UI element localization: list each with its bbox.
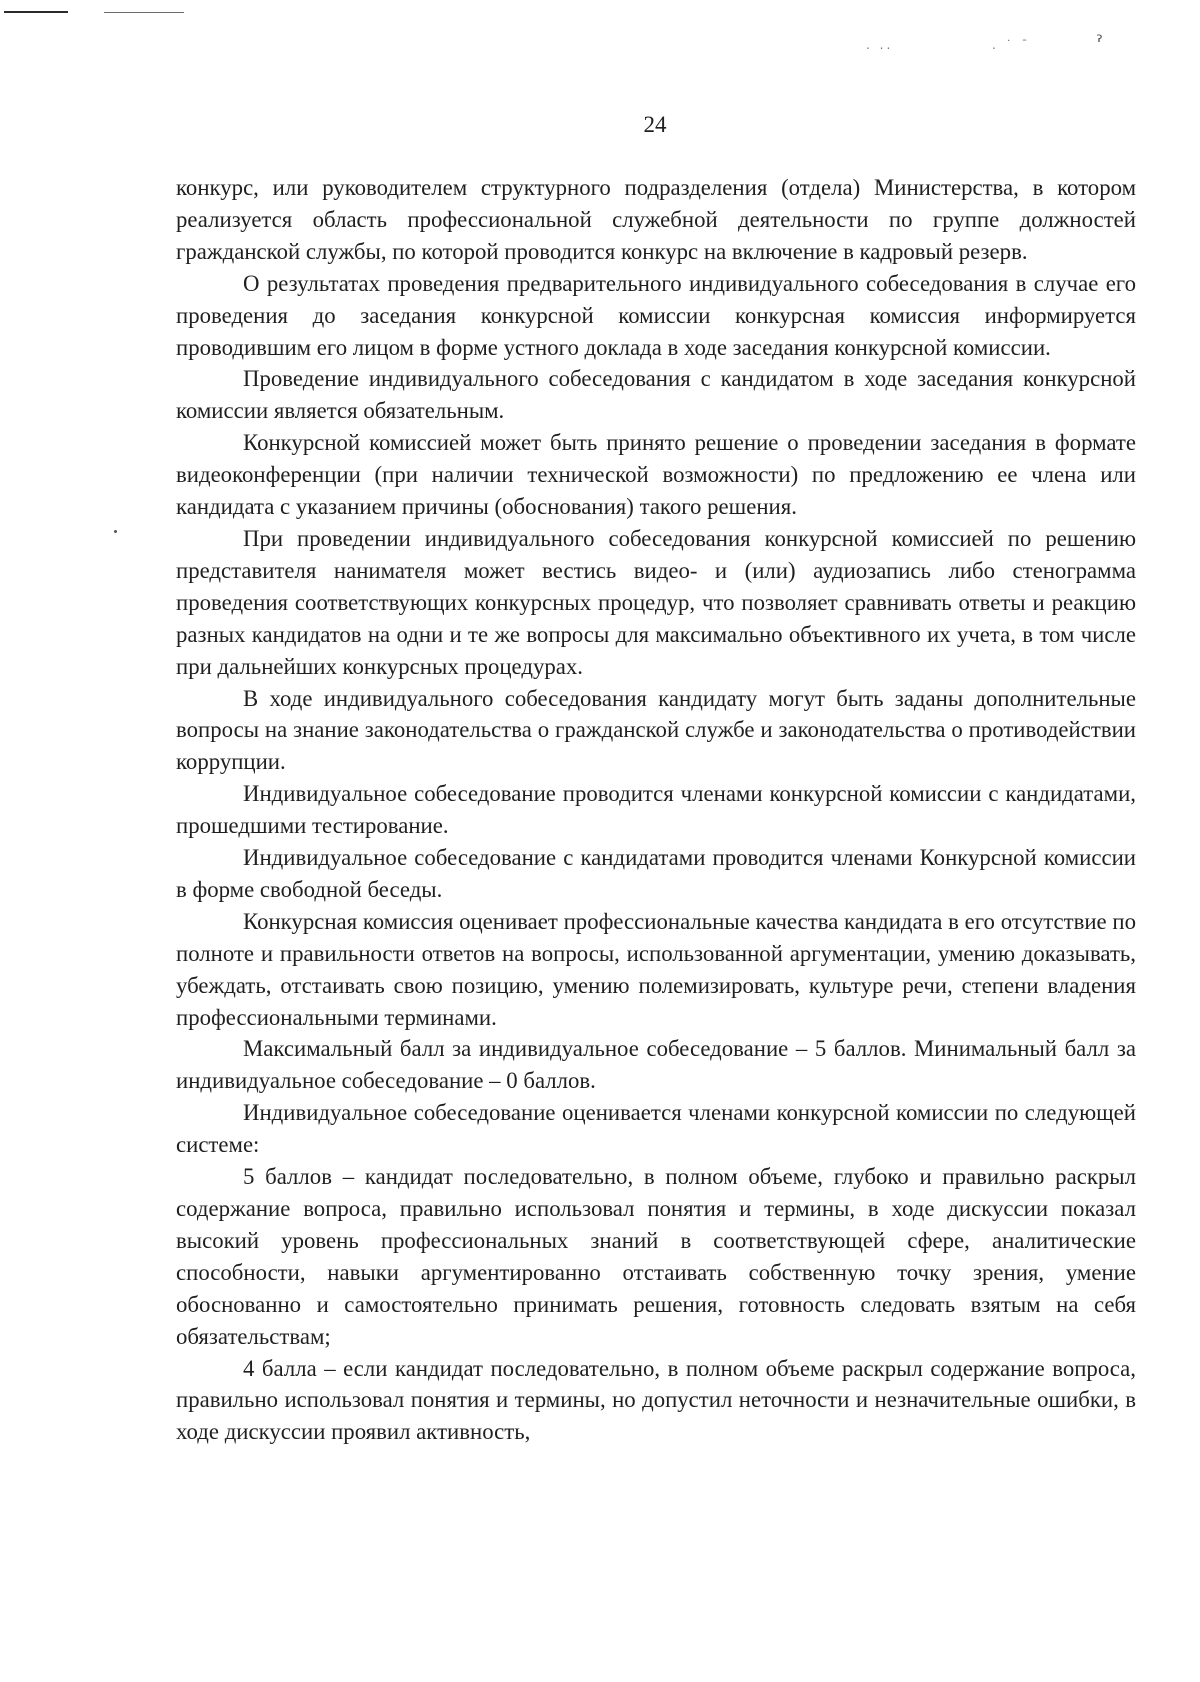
scan-artifact-line (4, 11, 68, 13)
page-number: 24 (643, 112, 667, 137)
paragraph-1: конкурс, или руководителем структурного подразделения (отдела) Министерства, в котором реализуется область профессиональной служебной деятельности по группе должностей гражданской службы, по которой проводится конкурс на включение в кадровый резерв. (176, 175, 1136, 264)
paragraph-8: Индивидуальное собеседование с кандидатами проводится членами Конкурсной комиссии в форме свободной беседы. (176, 845, 1136, 902)
paragraph-11: Индивидуальное собеседование оценивается членами конкурсной комиссии по следующей системе: (176, 1100, 1136, 1158)
document-body (176, 172, 1136, 1448)
paragraph-5: При проведении индивидуального собеседования конкурсной комиссией по решению представителя нанимателя может вестись видео- и (или) аудиозапись либо стенограмма проведения соответствующих конкурсных процедур, что позволяет сравнивать ответы и реакцию разных кандидатов на одни и те же вопросы для максимально объективного их учета, в том числе при дальнейших конкурсных процедурах. (176, 525, 1136, 679)
paragraph-6: В ходе индивидуального собеседования кандидату могут быть заданы дополнительные вопросы на знание законодательства о гражданской службе и законодательства о противодействии коррупции. (176, 685, 1136, 775)
paragraph-7: Индивидуальное собеседование проводится членами конкурсной комиссии с кандидатами, прошедшими тестирование. (176, 781, 1136, 839)
paragraph-2: О результатах проведения предварительного индивидуального собеседования в случае его проведения до заседания конкурсной комиссии конкурсная комиссия информируется проводившим его лицом в форме устного доклада в ходе заседания конкурсной комиссии. (176, 270, 1136, 360)
scan-artifact-line (104, 12, 184, 13)
scan-artifact-dot (114, 530, 117, 533)
scan-artifact-marks: ˀ (1096, 32, 1106, 53)
paragraph-12: 5 баллов – кандидат последовательно, в полном объеме, глубоко и правильно раскрыл содержание вопроса, правильно использовал понятия и термины, в ходе дискуссии показал высокий уровень профессиональных знаний в соответствующей сфере, аналитические способности, навыки аргументированно отстаивать собственную точку зрения, умение обоснованно и самостоятельно принимать решения, готовность следовать взятым на себя обязательствам; (176, 1164, 1136, 1349)
paragraph-3: Проведение индивидуального собеседования с кандидатом в ходе заседания конкурсной комиссии является обязательным. (176, 366, 1136, 424)
paragraph-9: Конкурсная комиссия оценивает профессиональные качества кандидата в его отсутствие по полноте и правильности ответов на вопросы, использованной аргументации, умению доказывать, убеждать, отстаивать свою позицию, умению полемизировать, культуре речи, степени владения профессиональными терминами. (176, 908, 1136, 1030)
paragraph-10: Максимальный балл за индивидуальное собеседование – 5 баллов. Минимальный балл за индивидуальное собеседование – 0 баллов. (176, 1036, 1136, 1094)
scan-artifact-marks: . ˙ ˉ (992, 38, 1031, 52)
paragraph-13: 4 балла – если кандидат последовательно, в полном объеме раскрыл содержание вопроса, правильно использовал понятия и термины, но допустил неточности и незначительные ошибки, в ходе дискуссии проявил активность, (176, 1355, 1136, 1445)
paragraph-4: Конкурсной комиссией может быть принято решение о проведении заседания в формате видеоконференции (при наличии технической возможности) по предложению ее члена или кандидата с указанием причины (обоснования) такого решения. (176, 430, 1136, 520)
scan-artifact-marks: . .. (866, 38, 894, 52)
